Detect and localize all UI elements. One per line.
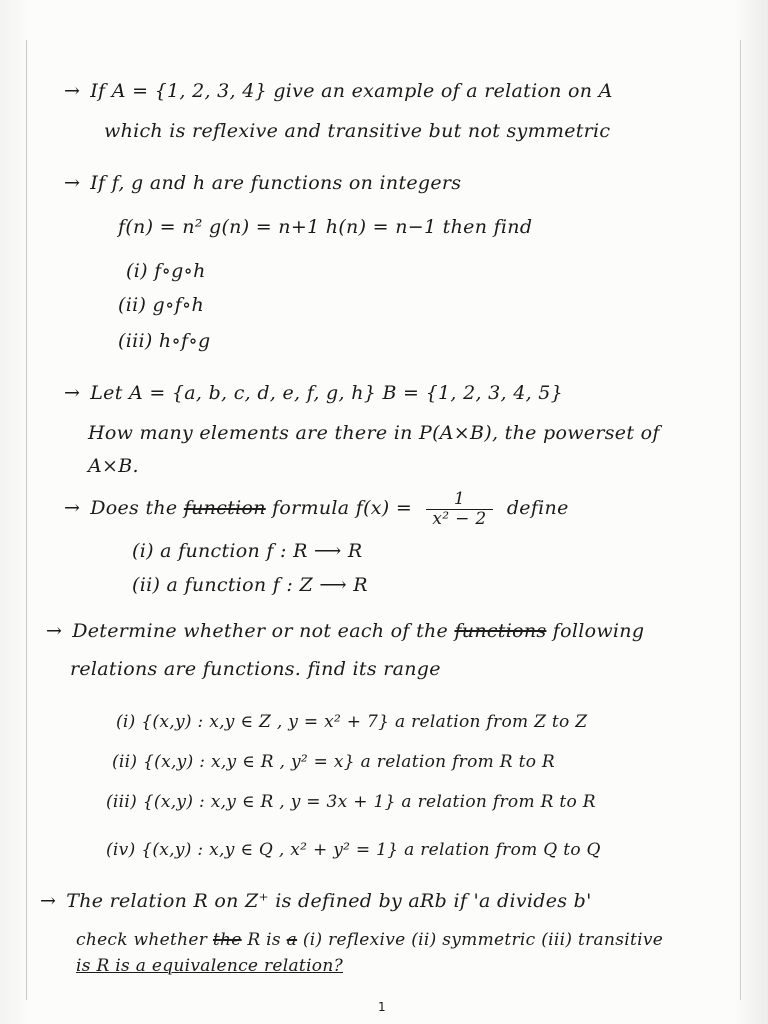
q5-part-2: (ii) {(x,y) : x,y ∈ R , y² = x} a relation from R to R [112,752,556,772]
bullet-arrow-icon: → [64,172,81,194]
struck-word: the [212,930,242,950]
q5-line2: relations are functions. find its range [70,658,441,680]
q4-part-2: (ii) a function f : Z ⟶ R [132,574,368,596]
struck-word: function [183,497,266,520]
fraction [426,490,492,528]
bullet-arrow-icon: → [64,497,81,520]
q4-part-1: (i) a function f : R ⟶ R [132,540,363,562]
right-margin-line [740,40,741,1000]
page-number: 1 [378,1000,386,1014]
q6-line3: is R is a equivalence relation? [76,956,343,976]
q2-line1: → If f, g and h are functions on integers [64,172,462,194]
bullet-arrow-icon: → [46,620,63,642]
q1-line2: which is reflexive and transitive but not symmetric [104,120,611,142]
q3-line2: How many elements are there in P(A×B), the powerset of [88,422,660,444]
bullet-arrow-icon: → [64,80,81,102]
q1-line1: → If A = {1, 2, 3, 4} give an example of a relation on A [64,80,613,102]
q2-part-2: (ii) g∘f∘h [118,294,205,316]
q5-line1: → Determine whether or not each of the functions following [46,620,645,642]
bullet-arrow-icon: → [64,382,81,404]
fraction-numerator: 1 [426,490,492,510]
q2-part-3: (iii) h∘f∘g [118,330,211,352]
left-margin-line [26,40,27,1000]
q3-line1: → Let A = {a, b, c, d, e, f, g, h} B = {1, 2, 3, 4, 5} [64,382,564,404]
q5-part-1: (i) {(x,y) : x,y ∈ Z , y = x² + 7} a relation from Z to Z [116,712,588,732]
q4-line1: → Does the function formula f(x) = $\frac{1}{\text{x² − 2}}$ define [64,489,569,529]
q3-line3: A×B. [88,455,139,477]
q6-line2: check whether the R is a (i) reflexive (ii) symmetric (iii) transitive [76,930,664,950]
q6-line1: → The relation R on Z⁺ is defined by aRb if 'a divides b' [40,890,592,912]
struck-word: functions [454,620,547,642]
q5-part-4: (iv) {(x,y) : x,y ∈ Q , x² + y² = 1} a relation from Q to Q [106,840,601,860]
q2-line2: f(n) = n² g(n) = n+1 h(n) = n−1 then find [118,216,533,238]
q5-part-3: (iii) {(x,y) : x,y ∈ R , y = 3x + 1} a relation from R to R [106,792,596,812]
q2-part-1: (i) f∘g∘h [126,260,206,282]
bullet-arrow-icon: → [40,890,57,912]
fraction-denominator: x² − 2 [432,508,487,529]
struck-word: a [286,930,298,950]
